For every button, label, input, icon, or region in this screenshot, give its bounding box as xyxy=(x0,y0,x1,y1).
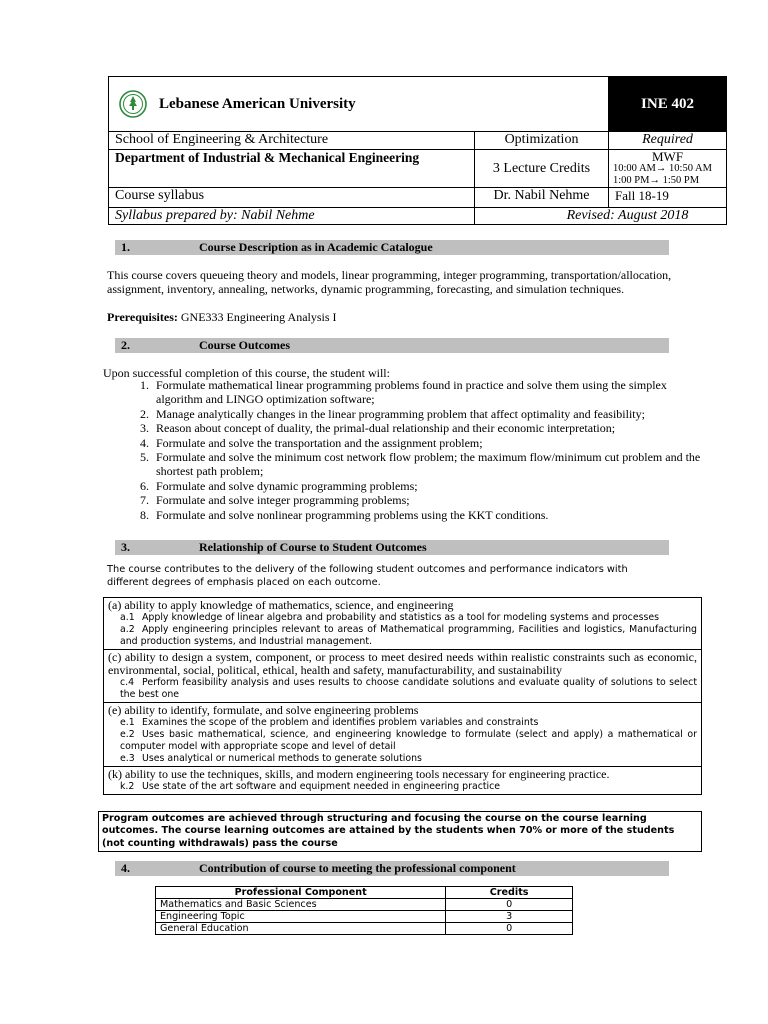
component-name: Mathematics and Basic Sciences xyxy=(156,899,446,911)
instructor-name: Dr. Nabil Nehme xyxy=(475,188,609,208)
document-type: Course syllabus xyxy=(109,188,475,208)
outcome-c: (c) ability to design a system, component, or process to meet desired needs within realistic constraints such as economic, environmental, social, political, ethical, health and safety, manufacturability, and sustainability xyxy=(108,650,697,677)
school-name: School of Engineering & Architecture xyxy=(109,132,475,150)
prerequisites-label: Prerequisites: xyxy=(107,310,178,324)
section-1-header xyxy=(115,240,669,255)
student-outcomes-intro: The course contributes to the delivery of the following student outcomes and performance indicators with different degrees of emphasis placed on each outcome. xyxy=(107,564,628,588)
professional-component-table xyxy=(155,886,573,935)
schedule-time-2: 1:00 PM→ 1:50 PM xyxy=(613,175,700,186)
performance-indicator: c.4 Perform feasibility analysis and uses results to choose candidate solutions and evaluate quality of solutions to select the best one xyxy=(120,677,697,700)
component-credits: 3 xyxy=(446,911,573,923)
schedule-cell xyxy=(609,150,727,188)
course-status: Required xyxy=(609,132,727,150)
course-outcomes-list xyxy=(128,378,712,522)
section-title: Contribution of course to meeting the professional component xyxy=(199,861,516,875)
component-name: General Education xyxy=(156,923,446,935)
list-item: 5. Formulate and solve the minimum cost network flow problem; the maximum flow/minimum cut problem and the shortest path problem; xyxy=(152,450,712,479)
outcome-e: (e) ability to identify, formulate, and solve engineering problems xyxy=(108,703,419,717)
table-header-row xyxy=(156,887,573,899)
component-credits: 0 xyxy=(446,923,573,935)
section-number: 4. xyxy=(121,861,130,875)
section-3-header xyxy=(115,540,669,555)
table-row xyxy=(104,703,702,767)
section-4-header xyxy=(115,861,669,876)
table-row xyxy=(104,650,702,703)
performance-indicator: e.2 Uses basic mathematical, science, and engineering knowledge to formulate (select and apply) a mathematical or computer model with appropriate scope and level of detail xyxy=(120,729,697,752)
performance-indicator: k.2 Use state of the art software and equipment needed in engineering practice xyxy=(120,781,501,792)
prepared-by: Syllabus prepared by: Nabil Nehme xyxy=(109,208,475,225)
table-row xyxy=(156,911,573,923)
section-title: Course Description as in Academic Catalogue xyxy=(199,240,433,254)
table-row xyxy=(104,598,702,650)
section-number: 3. xyxy=(121,540,130,554)
table-row xyxy=(104,767,702,795)
course-description: This course covers queueing theory and models, linear programming, integer programming, transportation/allocation, assignment, inventory, annealing, networks, dynamic programming, forecasting, and simulation techniques. xyxy=(107,268,672,296)
performance-indicator: a.1 Apply knowledge of linear algebra and probability and statistics as a tool for modeling systems and processes xyxy=(120,612,660,623)
list-item: 7. Formulate and solve integer programming problems; xyxy=(152,493,712,507)
list-item: 2. Manage analytically changes in the linear programming problem that affect optimality and feasibility; xyxy=(152,407,712,421)
section-number: 1. xyxy=(121,240,130,254)
course-title: Optimization xyxy=(475,132,609,150)
list-item: 4. Formulate and solve the transportation and the assignment problem; xyxy=(152,436,712,450)
outcomes-intro: Upon successful completion of this course, the student will: xyxy=(103,366,390,380)
credits: 3 Lecture Credits xyxy=(475,150,609,188)
section-title: Relationship of Course to Student Outcomes xyxy=(199,540,427,554)
list-item: 3. Reason about concept of duality, the primal-dual relationship and their economic interpretation; xyxy=(152,421,712,435)
prerequisites-value: GNE333 Engineering Analysis I xyxy=(177,310,337,324)
university-cell xyxy=(109,77,609,132)
program-outcomes-note: Program outcomes are achieved through structuring and focusing the course on the course learning outcomes. The course learning outcomes are attained by the students when 70% or more of the students (not counting withdrawals) pass the course xyxy=(98,811,702,852)
performance-indicator: e.1 Examines the scope of the problem and identifies problem variables and constraints xyxy=(120,717,539,728)
schedule-days: MWF xyxy=(651,149,684,164)
prerequisites xyxy=(107,310,687,324)
term: Fall 18-19 xyxy=(609,188,727,208)
university-name: Lebanese American University xyxy=(159,95,356,112)
course-header-table xyxy=(108,76,727,225)
column-header: Professional Component xyxy=(156,887,446,899)
table-row xyxy=(156,923,573,935)
column-header: Credits xyxy=(446,887,573,899)
section-number: 2. xyxy=(121,338,130,352)
component-credits: 0 xyxy=(446,899,573,911)
department-name: Department of Industrial & Mechanical Engineering xyxy=(109,150,475,188)
performance-indicator: a.2 Apply engineering principles relevant to areas of Mathematical programming, Facilities and logistics, Manufacturing and production systems, and Industrial management. xyxy=(120,624,697,647)
list-item: 1. Formulate mathematical linear programming problems found in practice and solve them using the simplex algorithm and LINGO optimization software; xyxy=(152,378,712,407)
revised-date: Revised: August 2018 xyxy=(475,208,727,225)
lau-seal-logo-icon xyxy=(119,90,147,118)
section-title: Course Outcomes xyxy=(199,338,290,352)
outcome-k: (k) ability to use the techniques, skills, and modern engineering tools necessary for engineering practice. xyxy=(108,767,610,781)
outcome-a: (a) ability to apply knowledge of mathematics, science, and engineering xyxy=(108,598,454,612)
list-item: 8. Formulate and solve nonlinear programming problems using the KKT conditions. xyxy=(152,508,712,522)
schedule-time-1: 10:00 AM→ 10:50 AM xyxy=(613,163,712,174)
student-outcomes-table xyxy=(103,597,702,795)
component-name: Engineering Topic xyxy=(156,911,446,923)
section-2-header xyxy=(115,338,669,353)
table-row xyxy=(156,899,573,911)
performance-indicator: e.3 Uses analytical or numerical methods to generate solutions xyxy=(120,753,422,764)
course-code: INE 402 xyxy=(609,77,727,132)
list-item: 6. Formulate and solve dynamic programming problems; xyxy=(152,479,712,493)
